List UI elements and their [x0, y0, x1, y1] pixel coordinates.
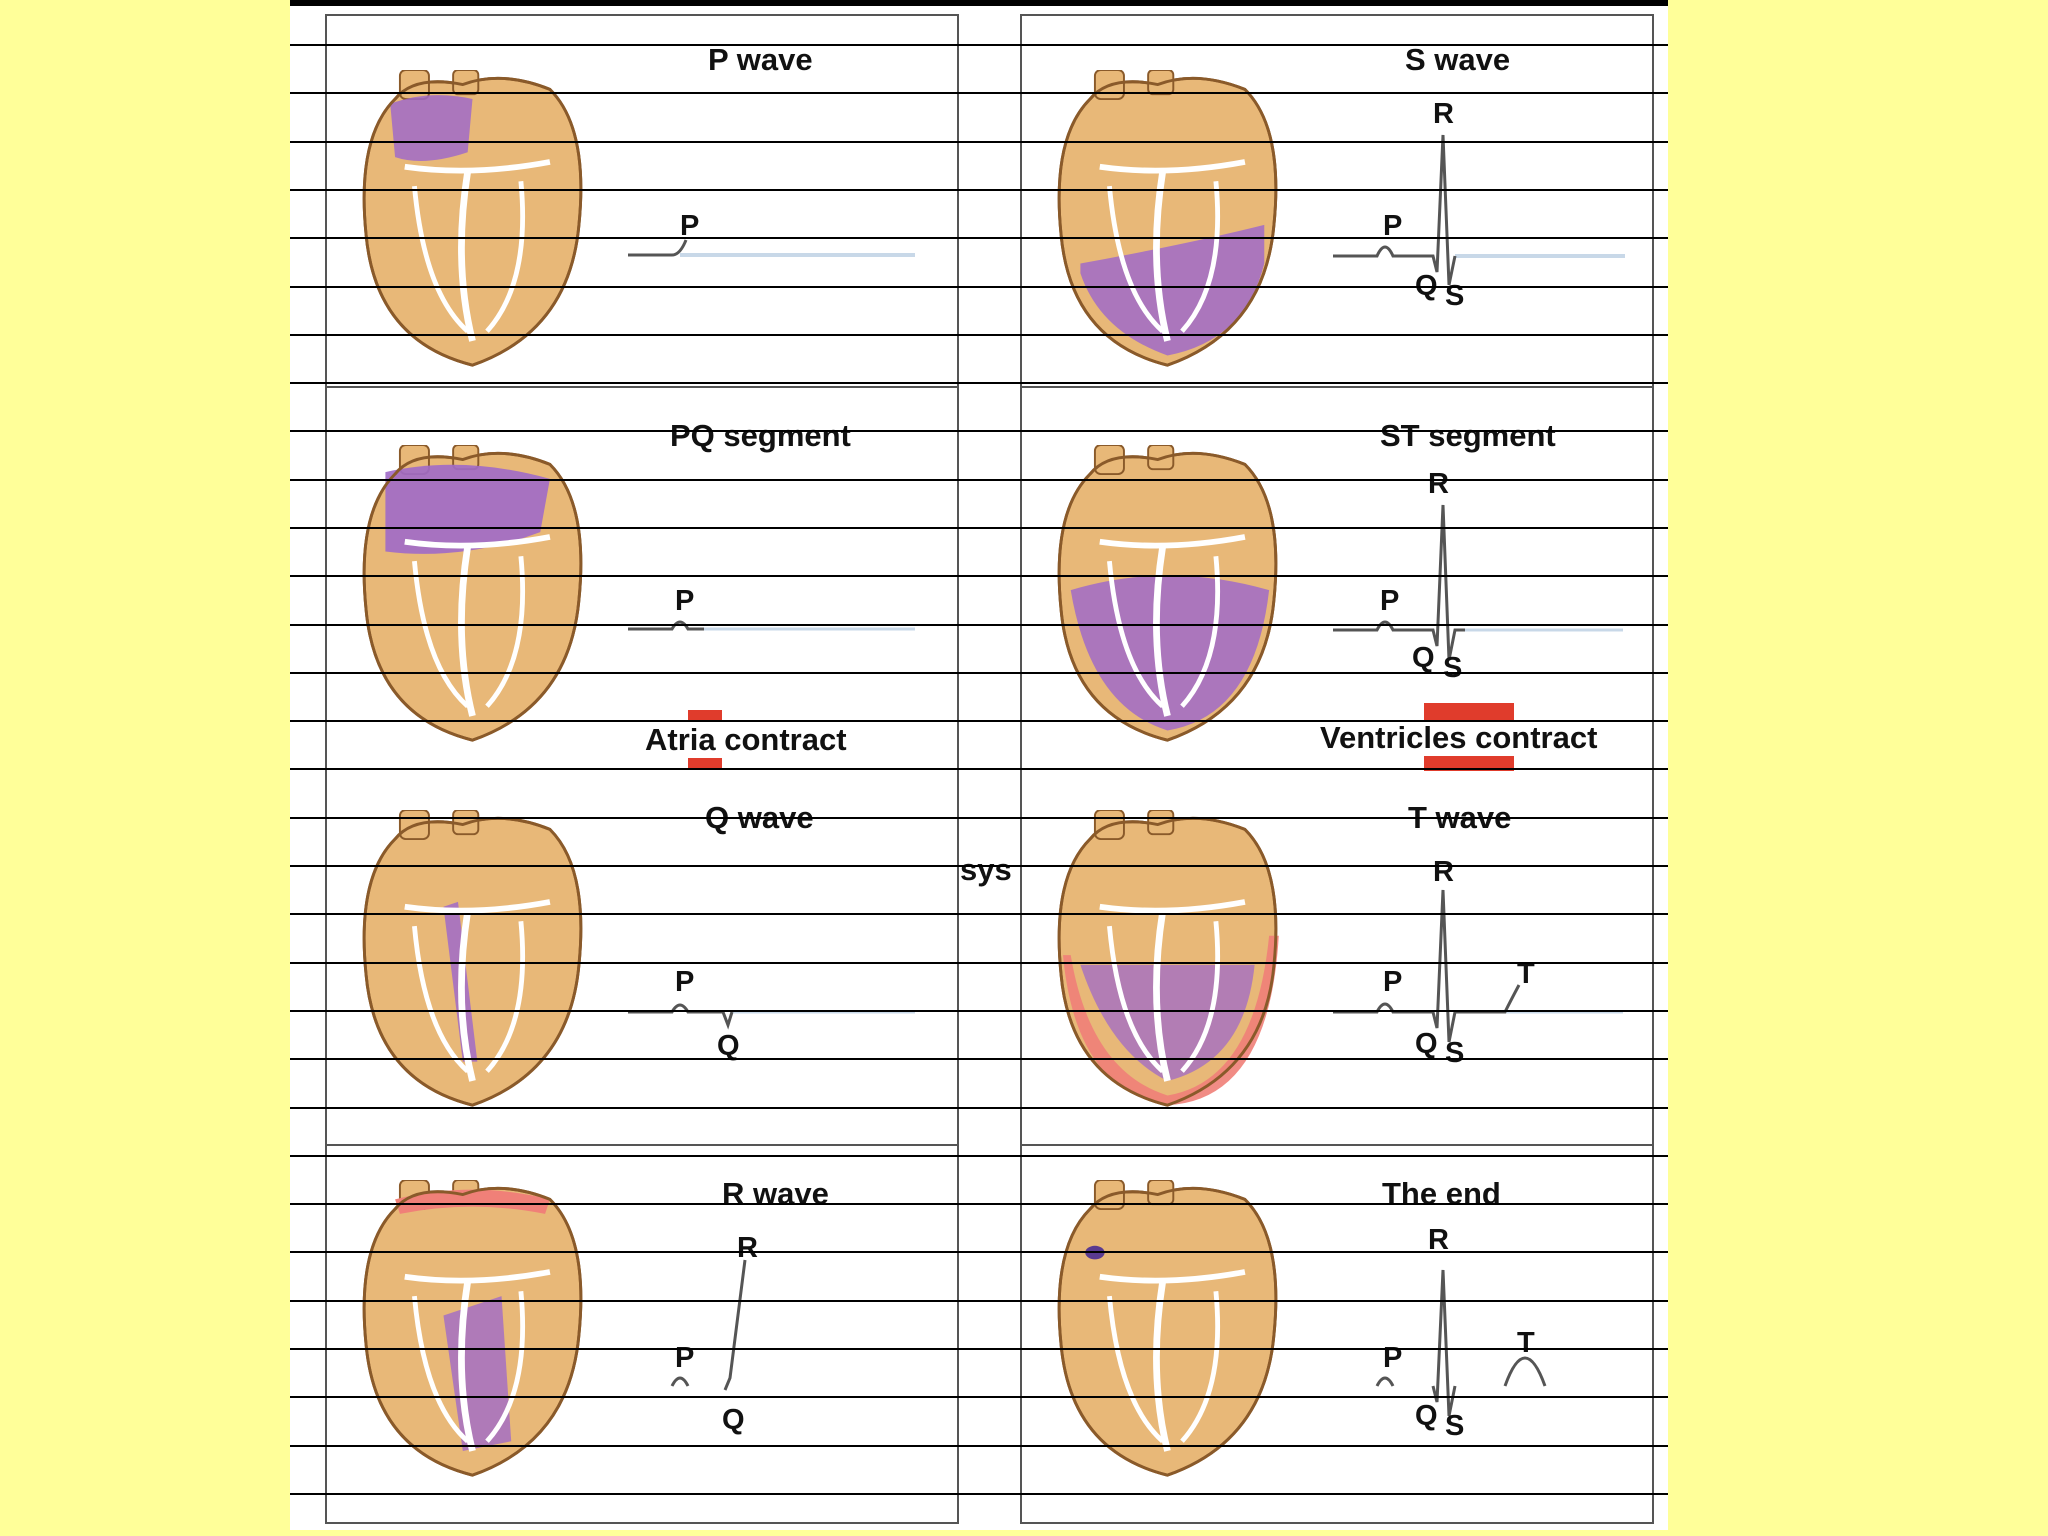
title-st-segment: ST segment	[1380, 418, 1556, 453]
label-r-the-end: R	[1428, 1224, 1449, 1256]
label-r-r-wave: R	[737, 1232, 758, 1264]
label-s-s-wave: S	[1445, 280, 1465, 312]
atria-contract-label: Atria contract	[645, 722, 847, 757]
label-r-t-wave: R	[1433, 856, 1454, 888]
heart-illustration-pq-segment	[355, 445, 590, 745]
label-t-t-wave: T	[1517, 958, 1535, 990]
heart-illustration-q-wave	[355, 810, 590, 1110]
ecg-trace-p-wave	[620, 200, 920, 300]
ecg-trace-st-segment	[1325, 480, 1645, 680]
label-p-the-end: P	[1383, 1342, 1403, 1374]
label-s-st-segment: S	[1443, 652, 1463, 684]
label-t-the-end: T	[1517, 1327, 1535, 1359]
title-pq-segment: PQ segment	[670, 418, 851, 453]
label-s-the-end: S	[1445, 1410, 1465, 1442]
ecg-trace-the-end	[1325, 1230, 1645, 1430]
label-p-p-wave: P	[680, 210, 700, 242]
label-r-s-wave: R	[1433, 98, 1454, 130]
ecg-trace-q-wave	[620, 960, 920, 1060]
title-p-wave: P wave	[708, 42, 813, 77]
title-t-wave: T wave	[1408, 800, 1512, 835]
heart-illustration-st-segment	[1050, 445, 1285, 745]
ecg-trace-r-wave	[620, 1240, 920, 1400]
label-p-s-wave: P	[1383, 210, 1403, 242]
label-p-r-wave: P	[675, 1342, 695, 1374]
label-p-q-wave: P	[675, 966, 695, 998]
title-q-wave: Q wave	[705, 800, 814, 835]
ecg-trace-pq-segment	[620, 575, 920, 675]
label-q-r-wave: Q	[722, 1404, 745, 1436]
label-p-t-wave: P	[1383, 966, 1403, 998]
top-border	[290, 0, 1668, 6]
label-q-s-wave: Q	[1415, 270, 1438, 302]
heart-illustration-the-end	[1050, 1180, 1285, 1480]
label-q-the-end: Q	[1415, 1400, 1438, 1432]
heart-illustration-s-wave	[1050, 70, 1285, 370]
ventricles-contract-label: Ventricles contract	[1320, 720, 1598, 755]
systole-label: sys	[960, 852, 1012, 887]
title-s-wave: S wave	[1405, 42, 1511, 77]
label-r-st-segment: R	[1428, 468, 1449, 500]
heart-illustration-r-wave	[355, 1180, 590, 1480]
ecg-trace-t-wave	[1325, 860, 1645, 1060]
title-r-wave: R wave	[722, 1176, 829, 1211]
label-q-q-wave: Q	[717, 1030, 740, 1062]
label-s-t-wave: S	[1445, 1037, 1465, 1069]
heart-illustration-p-wave	[355, 70, 590, 370]
heart-illustration-t-wave	[1050, 810, 1285, 1110]
label-p-pq-segment: P	[675, 585, 695, 617]
label-p-st-segment: P	[1380, 585, 1400, 617]
label-q-t-wave: Q	[1415, 1028, 1438, 1060]
title-the-end: The end	[1382, 1176, 1501, 1211]
label-q-st-segment: Q	[1412, 642, 1435, 674]
ecg-trace-s-wave	[1325, 110, 1645, 310]
